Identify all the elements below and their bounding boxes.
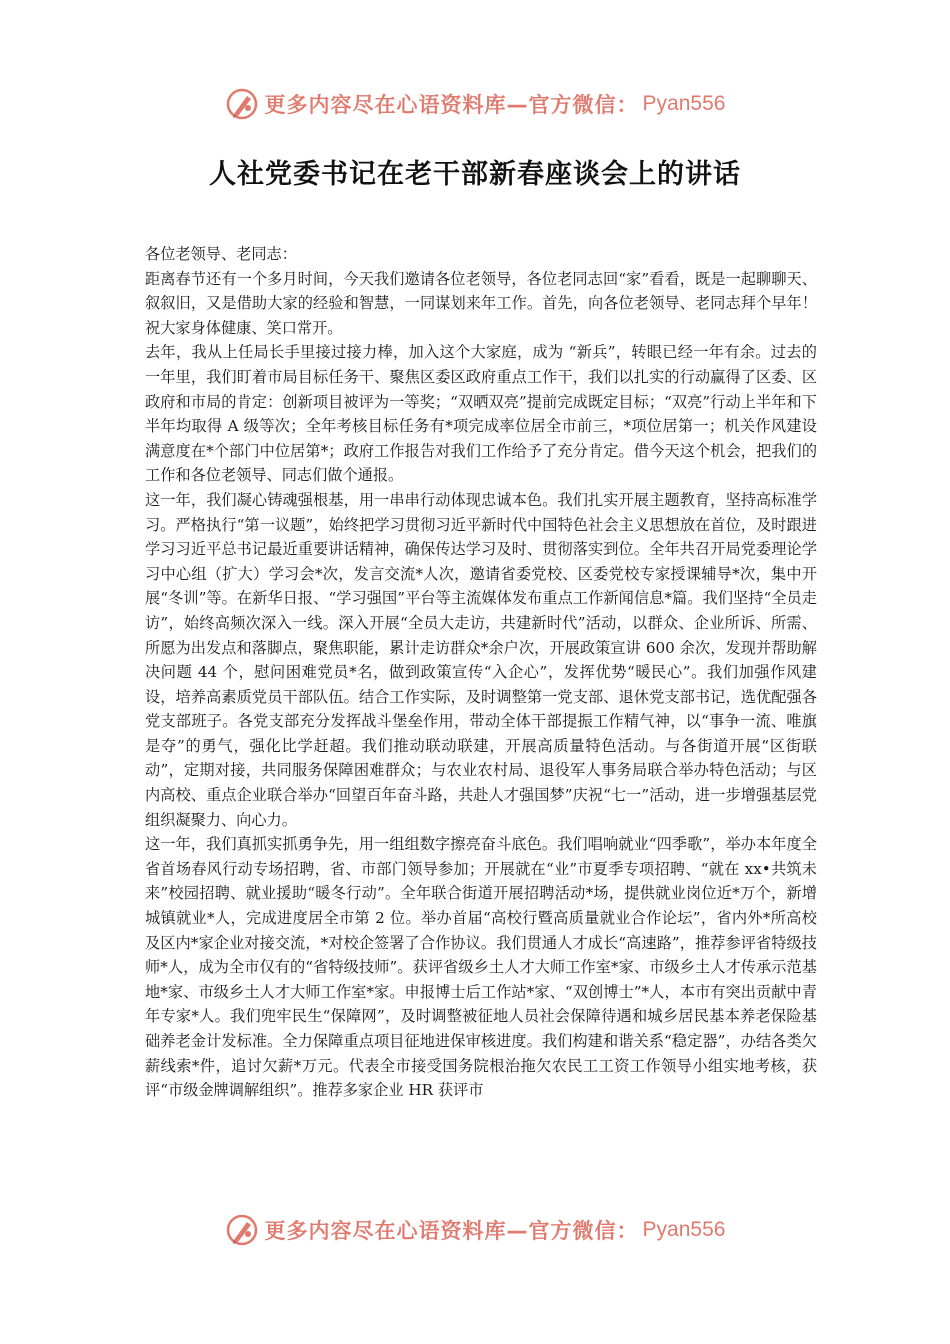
pen-logo-icon	[225, 1213, 259, 1247]
header-watermark-banner	[0, 82, 950, 126]
watermark-text: 更多内容尽在心语资料库—官方微信：	[264, 93, 639, 117]
paragraph: 这一年，我们凝心铸魂强根基，用一串串行动体现忠诚本色。我们扎实开展主题教育，坚持高标准学习。严格执行“第一议题”，始终把学习贯彻习近平新时代中国特色社会主义思想放在首位，及时跟进学习习近平总书记最近重要讲话精神，确保传达学习及时、贯彻落实到位。全年共召开局党委理论学习中心组（扩大）学习会*次，发言交流*人次，邀请省委党校、区委党校专家授课辅导*次，集中开展“冬训”等。在新华日报、“学习强国”平台等主流媒体发布重点工作新闻信息*篇。我们坚持“全员走访”，始终高频次深入一线。深入开展“全员大走访，共建新时代”活动，以群众、企业所诉、所需、所愿为出发点和落脚点，聚焦职能，累计走访群众*余户次，开展政策宣讲 600 余次，发现并帮助解决问题 44 个，慰问困难党员*名，做到政策宣传“入企心”，发挥优势“暖民心”。我们加强作风建设，培养高素质党员干部队伍。结合工作实际，及时调整第一党支部、退休党支部书记，选优配强各党支部班子。各党支部充分发挥战斗堡垒作用，带动全体干部提振工作精气神，以“事争一流、唯旗是夺”的勇气，强化比学赶超。我们推动联动联建，开展高质量特色活动。与各街道开展“区街联动”，定期对接，共同服务保障困难群众；与农业农村局、退役军人事务局联合举办特色活动；与区内高校、重点企业联合举办“回望百年奋斗路，共赴人才强国梦”庆祝“七一”活动，进一步增强基层党组织凝聚力、向心力。	[145, 490, 817, 829]
wechat-id: Pyan556	[642, 1218, 726, 1241]
document-body	[145, 242, 817, 1103]
watermark-text: 更多内容尽在心语资料库—官方微信：	[264, 1219, 639, 1243]
wechat-id: Pyan556	[642, 92, 726, 115]
paragraph: 距离春节还有一个多月时间，今天我们邀请各位老领导，各位老同志回“家”看看，既是一起聊聊天、叙叙旧，又是借助大家的经验和智慧，一同谋划来年工作。首先，向各位老领导、老同志拜个早年！祝大家身体健康、笑口常开。	[145, 269, 817, 337]
paragraph: 这一年，我们真抓实抓勇争先，用一组组数字擦亮奋斗底色。我们唱响就业“四季歌”，举办本年度全省首场春风行动专场招聘，省、市部门领导参加；开展就在“业”市夏季专项招聘、“就在 xx•共筑未来”校园招聘、就业援助“暖冬行动”。全年联合街道开展招聘活动*场，提供就业岗位近*万个，新增城镇就业*人，完成进度居全市第 2 位。举办首届“高校行暨高质量就业合作论坛”，省内外*所高校及区内*家企业对接交流，*对校企签署了合作协议。我们贯通人才成长“高速路”，推荐参评省特级技师*人，成为全市仅有的“省特级技师”。获评省级乡土人才大师工作室*家、市级乡土人才传承示范基地*家、市级乡土人才大师工作室*家。申报博士后工作站*家、“双创博士”*人，本市有突出贡献中青年专家*人。我们兜牢民生“保障网”，及时调整被征地人员社会保障待遇和城乡居民基本养老保险基础养老金计发标准。全力保障重点项目征地进保审核进度。我们构建和谐关系“稳定器”，办结各类欠薪线索*件，追讨欠薪*万元。代表全市接受国务院根治拖欠农民工工资工作领导小组实地考核，获评“市级金牌调解组织”。推荐多家企业 HR 获评市	[145, 835, 817, 1100]
salutation: 各位老领导、老同志：	[145, 245, 297, 263]
pen-logo-icon	[225, 87, 259, 121]
footer-watermark-banner	[0, 1208, 950, 1252]
paragraph: 去年，我从上任局长手里接过接力棒，加入这个大家庭，成为 “新兵”，转眼已经一年有余。过去的一年里，我们盯着市局目标任务干、聚焦区委区政府重点工作干，我们以扎实的行动赢得了区委、区政府和市局的肯定：创新项目被评为一等奖；“双晒双亮”提前完成既定目标；“双亮”行动上半年和下半年均取得 A 级等次；全年考核目标任务有*项完成率位居全市前三，*项位居第一；机关作风建设满意度在*个部门中位居第*；政府工作报告对我们工作给予了充分肯定。借今天这个机会，把我们的工作和各位老领导、同志们做个通报。	[145, 343, 817, 485]
document-title: 人社党委书记在老干部新春座谈会上的讲话	[209, 159, 741, 190]
